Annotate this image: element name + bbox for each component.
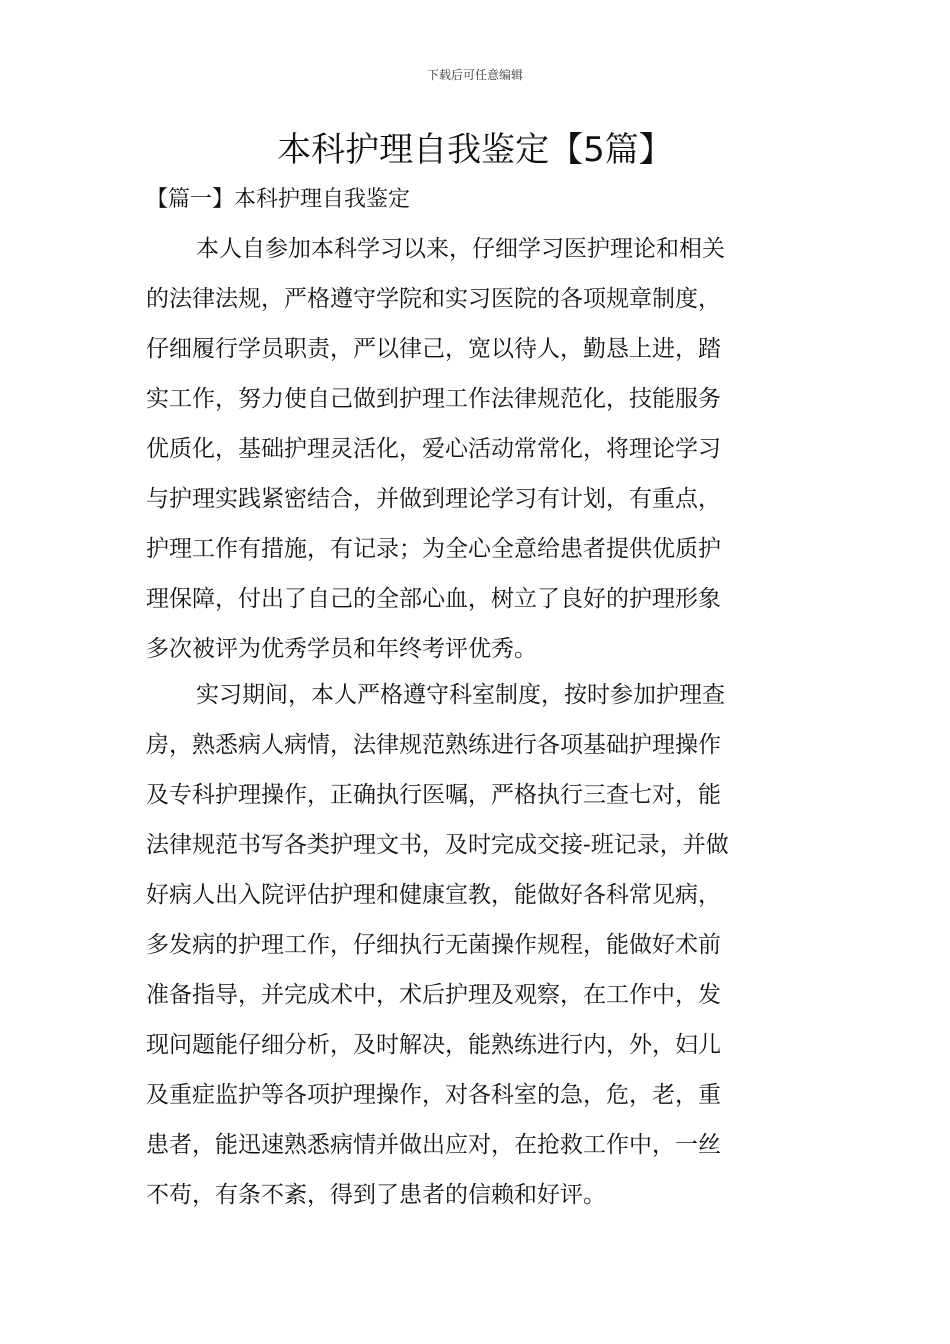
- paragraph-line: 准备指导，并完成术中，术后护理及观察，在工作中，发: [146, 982, 721, 1008]
- section-heading: 【篇一】本科护理自我鉴定: [146, 187, 411, 212]
- paragraph-line: 多发病的护理工作，仔细执行无菌操作规程，能做好术前: [146, 932, 721, 958]
- document-title: 本科护理自我鉴定【5篇】: [277, 130, 673, 170]
- paragraph-line: 与护理实践紧密结合，并做到理论学习有计划，有重点，: [146, 486, 721, 512]
- paragraph-line: 实工作，努力使自己做到护理工作法律规范化，技能服务: [146, 386, 721, 412]
- paragraph-line: 房，熟悉病人病情，法律规范熟练进行各项基础护理操作: [146, 732, 721, 758]
- paragraph-line: 及专科护理操作，正确执行医嘱，严格执行三查七对，能: [146, 782, 721, 808]
- paragraph-line: 仔细履行学员职责，严以律己，宽以待人，勤恳上进，踏: [146, 336, 721, 362]
- paragraph-line: 法律规范书写各类护理文书，及时完成交接-班记录，并做: [146, 832, 729, 858]
- paragraph-line: 多次被评为优秀学员和年终考评优秀。: [146, 636, 537, 662]
- paragraph-line: 不苟，有条不紊，得到了患者的信赖和好评。: [146, 1182, 606, 1208]
- paragraph-2: [146, 670, 806, 1220]
- paragraph-line: 现问题能仔细分析，及时解决，能熟练进行内，外，妇儿: [146, 1032, 721, 1058]
- paragraph-line: 优质化，基础护理灵活化，爱心活动常常化，将理论学习: [146, 436, 721, 462]
- paragraph-1: [146, 224, 806, 674]
- paragraph-line: 患者，能迅速熟悉病情并做出应对，在抢救工作中，一丝: [146, 1132, 721, 1158]
- paragraph-line: 实习期间，本人严格遵守科室制度，按时参加护理查: [196, 682, 725, 708]
- paragraph-line: 及重症监护等各项护理操作，对各科室的急，危，老，重: [146, 1082, 721, 1108]
- paragraph-line: 护理工作有措施，有记录；为全心全意给患者提供优质护: [146, 536, 721, 562]
- header-note: 下载后可任意编辑: [426, 68, 523, 82]
- paragraph-line: 本人自参加本科学习以来，仔细学习医护理论和相关: [196, 236, 725, 262]
- paragraph-line: 理保障，付出了自己的全部心血，树立了良好的护理形象: [146, 586, 721, 612]
- paragraph-line: 的法律法规，严格遵守学院和实习医院的各项规章制度，: [146, 286, 721, 312]
- paragraph-line: 好病人出入院评估护理和健康宣教，能做好各科常见病，: [146, 882, 721, 908]
